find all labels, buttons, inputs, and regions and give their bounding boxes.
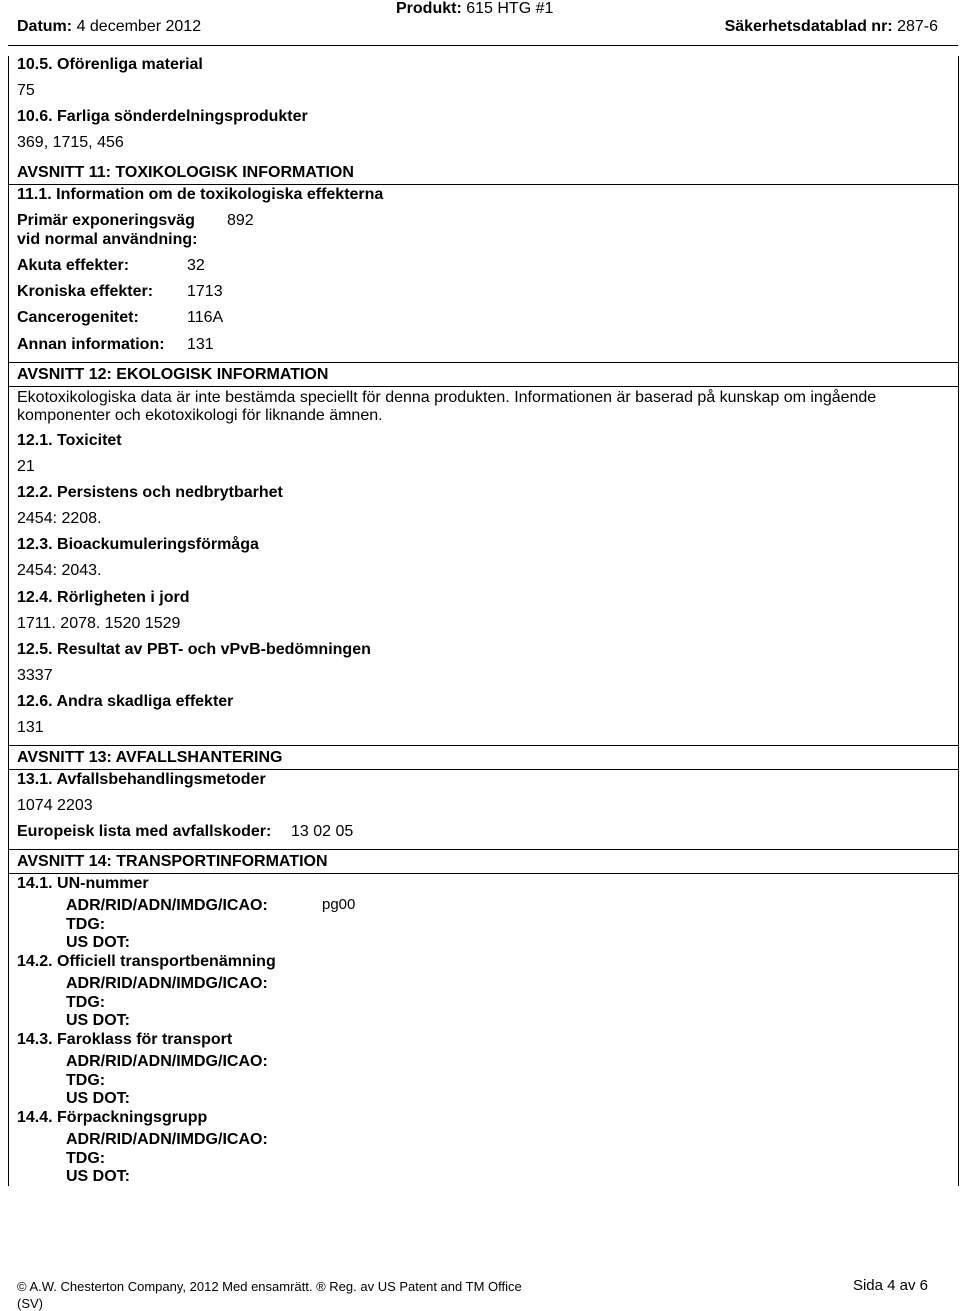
value-12-3: 2454: 2043.: [17, 562, 102, 579]
exposure-value: 892: [227, 212, 254, 229]
section-12-top-rule: [8, 362, 958, 363]
sds-value: 287-6: [897, 18, 938, 35]
acute-effects-label: Akuta effekter:: [17, 257, 130, 274]
pack-tdg-label: TDG:: [66, 1150, 106, 1167]
value-12-4: 1711. 2078. 1520 1529: [17, 615, 181, 632]
value-10-6: 369, 1715, 456: [17, 134, 124, 151]
heading-14-1: 14.1. UN-nummer: [17, 875, 149, 892]
section-13-top-rule: [8, 745, 958, 746]
section-14-rule: [8, 873, 958, 874]
section-12-title: AVSNITT 12: EKOLOGISK INFORMATION: [17, 366, 329, 383]
date-label: Datum:: [17, 18, 73, 35]
chronic-effects-value: 1713: [187, 283, 223, 300]
value-12-2: 2454: 2208.: [17, 510, 102, 527]
date-value: 4 december 2012: [76, 18, 202, 35]
section-13-title: AVSNITT 13: AVFALLSHANTERING: [17, 749, 283, 766]
heading-14-3: 14.3. Faroklass för transport: [17, 1031, 233, 1048]
product-label: Produkt:: [396, 0, 462, 17]
name-adr-label: ADR/RID/ADN/IMDG/ICAO:: [66, 975, 268, 992]
section-12-rule: [8, 386, 958, 387]
acute-effects-value: 32: [187, 257, 205, 274]
exposure-label-line1: Primär exponeringsväg: [17, 212, 195, 229]
sds-label: Säkerhetsdatablad nr:: [724, 18, 893, 35]
value-12-5: 3337: [17, 667, 53, 684]
pack-adr-label: ADR/RID/ADN/IMDG/ICAO:: [66, 1131, 268, 1148]
value-13-1: 1074 2203: [17, 797, 93, 814]
heading-12-5: 12.5. Resultat av PBT- och vPvB-bedömningen: [17, 641, 371, 658]
un-adr-label: ADR/RID/ADN/IMDG/ICAO:: [66, 897, 268, 914]
section-11-title: AVSNITT 11: TOXIKOLOGISK INFORMATION: [17, 164, 354, 181]
product-value: 615 HTG #1: [466, 0, 554, 17]
footer-copyright: © A.W. Chesterton Company, 2012 Med ensamrätt. ® Reg. av US Patent and TM Office: [17, 1279, 522, 1294]
un-usdot-label: US DOT:: [66, 934, 130, 951]
heading-11-1: 11.1. Information om de toxikologiska effekterna: [17, 186, 384, 203]
heading-12-6: 12.6. Andra skadliga effekter: [17, 693, 234, 710]
right-border: [958, 56, 959, 1186]
chronic-effects-label: Kroniska effekter:: [17, 283, 154, 300]
top-rule: [8, 45, 958, 46]
value-12-6: 131: [17, 719, 44, 736]
footer-page-number: Sida 4 av 6: [852, 1277, 928, 1294]
carcinogenicity-value: 116A: [187, 309, 224, 326]
left-border: [8, 56, 9, 1186]
section-14-top-rule: [8, 849, 958, 850]
heading-12-4: 12.4. Rörligheten i jord: [17, 589, 190, 606]
class-usdot-label: US DOT:: [66, 1090, 130, 1107]
carcinogenicity-label: Cancerogenitet:: [17, 309, 139, 326]
un-adr-value: pg00: [322, 896, 356, 913]
un-tdg-label: TDG:: [66, 916, 106, 933]
value-10-5: 75: [17, 82, 35, 99]
eu-waste-codes-value: 13 02 05: [291, 823, 354, 840]
header-sds: [725, 18, 938, 36]
value-12-1: 21: [17, 458, 35, 475]
class-adr-label: ADR/RID/ADN/IMDG/ICAO:: [66, 1053, 268, 1070]
name-tdg-label: TDG:: [66, 994, 106, 1011]
other-info-label: Annan information:: [17, 336, 165, 353]
heading-13-1: 13.1. Avfallsbehandlingsmetoder: [17, 771, 266, 788]
other-info-value: 131: [187, 336, 214, 353]
section-14-title: AVSNITT 14: TRANSPORTINFORMATION: [17, 853, 328, 870]
name-usdot-label: US DOT:: [66, 1012, 130, 1029]
class-tdg-label: TDG:: [66, 1072, 106, 1089]
heading-10-5: 10.5. Oförenliga material: [17, 56, 203, 73]
header-date: [17, 18, 201, 36]
pack-usdot-label: US DOT:: [66, 1168, 130, 1185]
heading-14-4: 14.4. Förpackningsgrupp: [17, 1109, 208, 1126]
footer-language: (SV): [17, 1296, 43, 1311]
section-12-intro: Ekotoxikologiska data är inte bestämda speciellt för denna produkten. Informationen är baserad på kunskap om ingående komponenter och ekotoxikologi för liknande ämnen.: [17, 389, 877, 424]
heading-12-2: 12.2. Persistens och nedbrytbarhet: [17, 484, 283, 501]
heading-12-3: 12.3. Bioackumuleringsförmåga: [17, 536, 259, 553]
heading-12-1: 12.1. Toxicitet: [17, 432, 122, 449]
header-product: [396, 0, 553, 18]
exposure-label-line2: vid normal användning:: [17, 231, 198, 248]
heading-14-2: 14.2. Officiell transportbenämning: [17, 953, 276, 970]
eu-waste-codes-label: Europeisk lista med avfallskoder:: [17, 823, 272, 840]
section-13-rule: [8, 769, 958, 770]
section-11-rule: [8, 184, 958, 185]
heading-10-6: 10.6. Farliga sönderdelningsprodukter: [17, 108, 308, 125]
